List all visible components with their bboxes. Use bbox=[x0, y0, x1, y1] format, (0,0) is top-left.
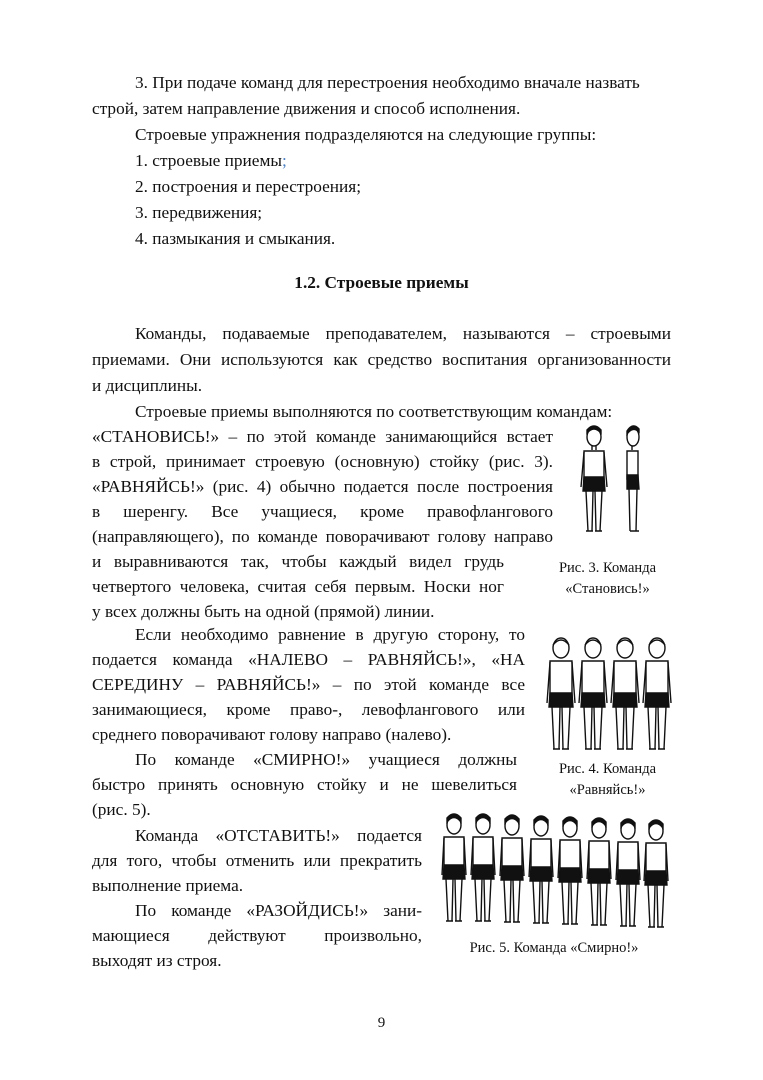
para3-line4: «РАВНЯЙСЬ!» (рис. 4) обычно подается после построения bbox=[92, 477, 553, 496]
figure-3-drawing bbox=[575, 425, 655, 540]
para5-line1: По команде «СМИРНО!» учащиеся должны bbox=[135, 750, 517, 769]
group-item-3: 3. передвижения; bbox=[135, 203, 263, 222]
groups-intro: Строевые упражнения подразделяются на следующие группы: bbox=[135, 125, 597, 144]
para3-line9: у всех должны быть на одной (прямой) линии. bbox=[92, 602, 435, 621]
figure-3-side-view bbox=[627, 426, 639, 531]
figure-4-caption-line1: Рис. 4. Команда bbox=[558, 761, 657, 777]
para3-line2: «СТАНОВИСЬ!» – по этой команде занимающийся встает bbox=[92, 427, 553, 446]
para4-line3: СЕРЕДИНУ – РАВНЯЙСЬ!» – по этой команде все bbox=[92, 675, 525, 694]
para7-line2: мающиеся действуют произвольно, bbox=[92, 926, 422, 945]
para4-line4: занимающиеся, кроме право-, левофлангового или bbox=[92, 700, 525, 719]
para3-line1: Строевые приемы выполняются по соответствующим командам: bbox=[135, 402, 613, 421]
para1-line2: строй, затем направление движения и способ исполнения. bbox=[92, 99, 521, 118]
figure-4-person-2 bbox=[579, 638, 607, 749]
para7-line1: По команде «РАЗОЙДИСЬ!» зани- bbox=[135, 901, 422, 920]
para4-line1: Если необходимо равнение в другую сторону, то bbox=[135, 625, 525, 644]
figure-5-drawing bbox=[440, 813, 672, 933]
figure-5-person-8 bbox=[644, 820, 668, 927]
para6-line3: выполнение приема. bbox=[92, 876, 244, 895]
figure-4-drawing bbox=[546, 634, 674, 754]
figure-3-front-view bbox=[581, 426, 607, 531]
para7-line3: выходят из строя. bbox=[92, 951, 222, 970]
figure-3-caption-line2: «Становись!» bbox=[565, 581, 650, 597]
para4-line2: подается команда «НАЛЕВО – РАВНЯЙСЬ!», «НА bbox=[92, 650, 525, 669]
figure-4-person-4 bbox=[643, 638, 671, 749]
group-item-1 bbox=[135, 148, 287, 174]
figure-5-person-2 bbox=[471, 814, 495, 921]
para2-line2: приемами. Они используются как средство воспитания организованности bbox=[92, 350, 671, 369]
figure-4-caption-line2: «Равняйсь!» bbox=[569, 782, 646, 798]
figure-5-person-6 bbox=[587, 818, 611, 925]
para3-line8: четвертого человека, считая себя первым. Носки ног bbox=[92, 577, 504, 596]
page-number: 9 bbox=[377, 1015, 386, 1031]
para3-line5: в шеренгу. Все учащиеся, кроме правофлангового bbox=[92, 502, 553, 521]
para4-line5: среднего поворачивают голову направо (налево). bbox=[92, 725, 452, 744]
para6-line1: Команда «ОТСТАВИТЬ!» подается bbox=[135, 826, 422, 845]
section-heading: 1.2. Строевые приемы bbox=[294, 273, 469, 292]
para5-line3: (рис. 5). bbox=[92, 800, 151, 819]
para3-line6: (направляющего), по команде поворачивают голову направо bbox=[92, 527, 553, 546]
para1-line1: 3. При подаче команд для перестроения необходимо вначале назвать bbox=[135, 73, 640, 92]
figure-5-person-7 bbox=[616, 819, 640, 926]
para5-line2: быстро принять основную стойку и не шевелиться bbox=[92, 775, 517, 794]
figure-4-person-1 bbox=[547, 638, 575, 749]
group-item-1-text: 1. строевые приемы bbox=[135, 151, 282, 170]
group-item-1-mark: ; bbox=[282, 151, 287, 170]
para3-line3: в строй, принимает строевую (основную) стойку (рис. 3). bbox=[92, 452, 553, 471]
figure-5-person-5 bbox=[558, 817, 582, 924]
figure-5-person-4 bbox=[529, 816, 553, 923]
figure-5-person-3 bbox=[500, 815, 524, 922]
group-item-4: 4. пазмыкания и смыкания. bbox=[135, 229, 336, 248]
figure-3-caption-line1: Рис. 3. Команда bbox=[558, 560, 657, 576]
para3-line7: и выравниваются так, чтобы каждый видел грудь bbox=[92, 552, 504, 571]
figure-5-person-1 bbox=[442, 814, 466, 921]
group-item-2: 2. построения и перестроения; bbox=[135, 177, 362, 196]
figure-4-person-3 bbox=[611, 638, 639, 749]
para6-line2: для того, чтобы отменить или прекратить bbox=[92, 851, 422, 870]
para2-line3: и дисциплины. bbox=[92, 376, 203, 395]
para2-line1: Команды, подаваемые преподавателем, называются – строевыми bbox=[135, 324, 671, 343]
figure-5-caption: Рис. 5. Команда «Смирно!» bbox=[469, 940, 639, 956]
